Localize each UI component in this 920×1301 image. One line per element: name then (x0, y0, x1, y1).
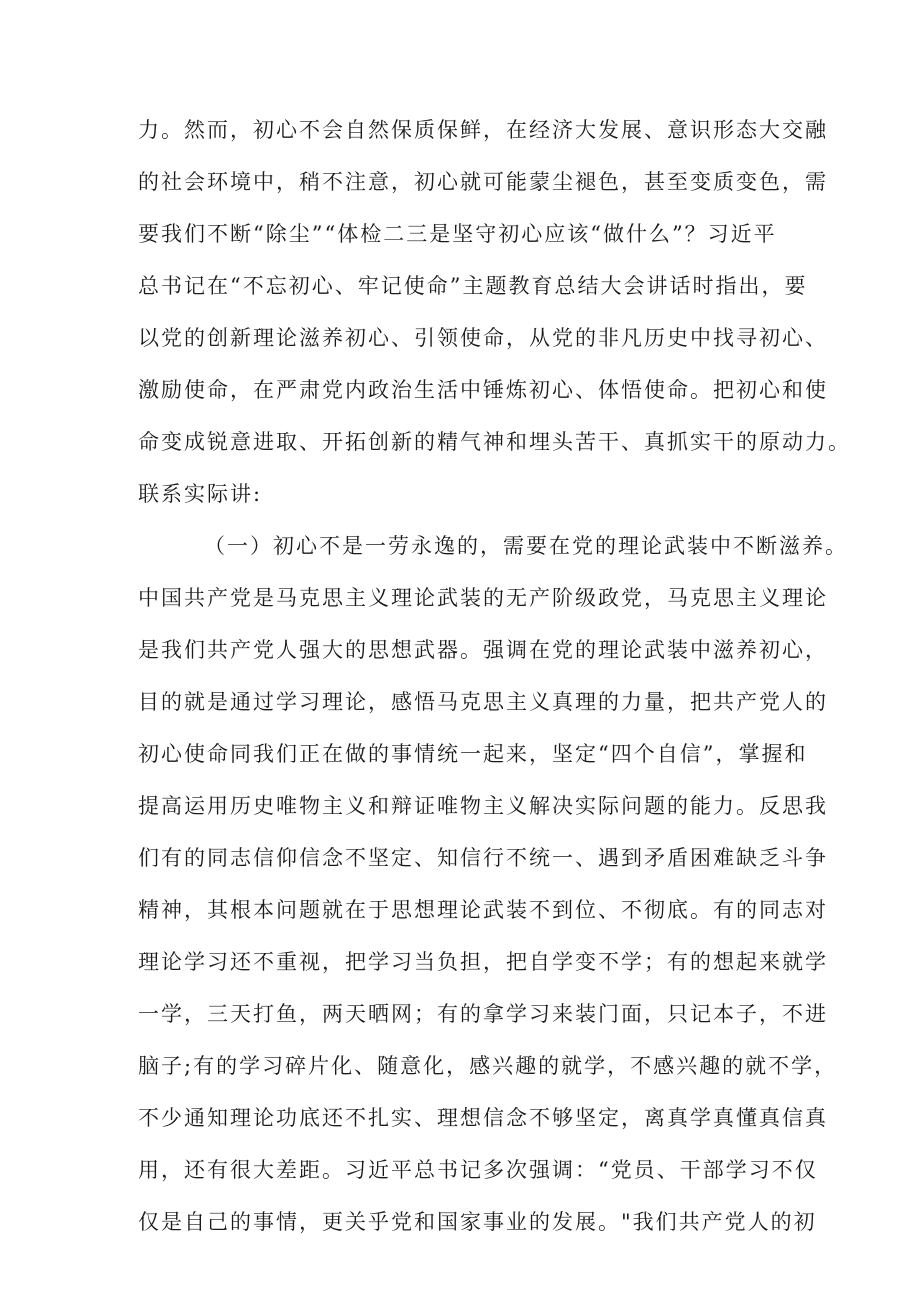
text-line: 理论学习还不重视，把学习当负担，把自学变不学；有的想起来就学 (138, 950, 828, 974)
text-line: 用，还有很大差距。习近平总书记多次强调：“党员、干部学习不仅 (138, 1158, 818, 1182)
text-line: 联系实际讲: (138, 482, 263, 506)
text-line: 激励使命，在严肃党内政治生活中锤炼初心、体悟使命。把初心和使 (138, 378, 828, 402)
text-line: 初心使命同我们正在做的事情统一起来，坚定“四个自信”，掌握和 (138, 742, 808, 766)
text-line: 精神，其根本问题就在于思想理论武装不到位、不彻底。有的同志对 (138, 898, 828, 922)
text-line: 一学，三天打鱼，两天晒网；有的拿学习来装门面，只记本子，不进 (138, 1002, 828, 1026)
text-line: 脑子;有的学习碎片化、随意化，感兴趣的就学，不感兴趣的就不学， (138, 1054, 838, 1078)
text-line: 们有的同志信仰信念不坚定、知信行不统一、遇到矛盾困难缺乏斗争 (138, 846, 828, 870)
document-body (138, 104, 851, 1248)
text-line: 中国共产党是马克思主义理论武装的无产阶级政党，马克思主义理论 (138, 586, 828, 610)
text-line: 是我们共产党人强大的思想武器。强调在党的理论武装中滋养初心， (138, 638, 828, 662)
text-line: 总书记在“不忘初心、牢记使命”主题教育总结大会讲话时指出，要 (138, 274, 808, 298)
text-line: 的社会环境中，稍不注意，初心就可能蒙尘褪色，甚至变质变色，需 (138, 170, 828, 194)
text-line: 仅是自己的事情，更关乎党和国家事业的发展。"我们共产党人的初 (138, 1210, 817, 1234)
text-line: 力。然而，初心不会自然保质保鲜，在经济大发展、意识形态大交融 (138, 118, 828, 142)
text-line: 命变成锐意进取、开拓创新的精气神和埋头苦干、真抓实干的原动力。 (138, 430, 851, 454)
text-line: 以党的创新理论滋养初心、引领使命，从党的非凡历史中找寻初心、 (138, 326, 828, 350)
text-line: 不少通知理论功底还不扎实、理想信念不够坚定，离真学真懂真信真 (138, 1106, 828, 1130)
section-heading-line: （一）初心不是一劳永逸的，需要在党的理论武装中不断滋养。 (204, 534, 848, 558)
text-line: 目的就是通过学习理论，感悟马克思主义真理的力量，把共产党人的 (138, 690, 828, 714)
text-line: 提高运用历史唯物主义和辩证唯物主义解决实际问题的能力。反思我 (138, 794, 828, 818)
text-line: 要我们不断“除尘”“体检二三是坚守初心应该“做什么”？习近平 (138, 222, 777, 246)
